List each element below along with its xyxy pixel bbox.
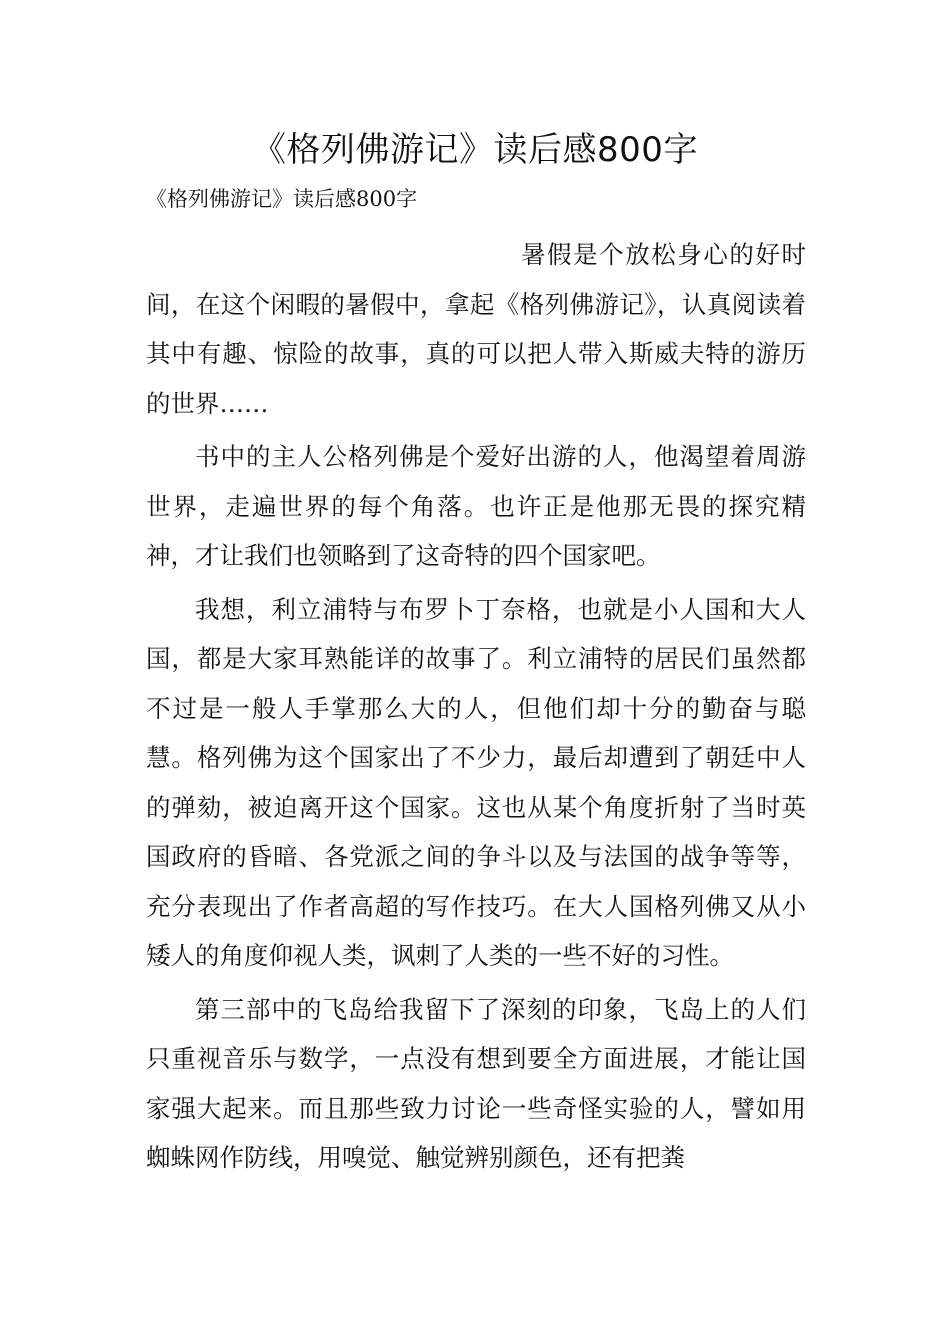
- paragraph-2: 书中的主人公格列佛是个爱好出游的人，他渴望着周游世界，走遍世界的每个角落。也许正是他那无畏的探究精神，才让我们也领略到了这奇特的四个国家吧。: [146, 442, 806, 570]
- document-title: 《格列佛游记》读后感800字: [252, 130, 698, 170]
- paragraph-4: 第三部中的飞岛给我留下了深刻的印象，飞岛上的人们只重视音乐与数学，一点没有想到要全方面进展，才能让国家强大起来。而且那些致力讨论一些奇怪实验的人，譬如用蜘蛛网作防线，用嗅觉、触觉辨别颜色，还有把粪: [146, 994, 806, 1172]
- document-body: [146, 230, 806, 1187]
- paragraph-1: 暑假是个放松身心的好时间，在这个闲暇的暑假中，拿起《格列佛游记》，认真阅读着其中有趣、惊险的故事，真的可以把人带入斯威夫特的游历的世界……: [146, 240, 806, 418]
- paragraph-3: 我想，利立浦特与布罗卜丁奈格，也就是小人国和大人国，都是大家耳熟能详的故事了。利立浦特的居民们虽然都不过是一般人手掌那么大的人，但他们却十分的勤奋与聪慧。格列佛为这个国家出了不少力，最后却遭到了朝廷中人的弹劾，被迫离开这个国家。这也从某个角度折射了当时英国政府的昏暗、各党派之间的争斗以及与法国的战争等等，充分表现出了作者高超的写作技巧。在大人国格列佛又从小矮人的角度仰视人类，讽刺了人类的一些不好的习性。: [146, 594, 806, 970]
- document-subtitle: 《格列佛游记》读后感800字: [146, 187, 418, 211]
